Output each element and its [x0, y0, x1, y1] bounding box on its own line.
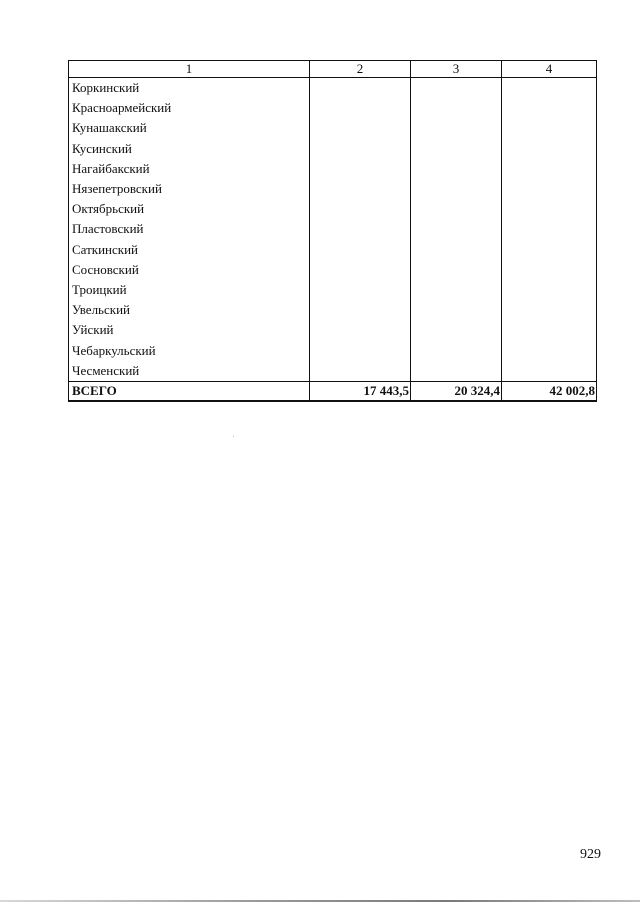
- district-name: Красноармейский: [69, 98, 310, 118]
- total-value-col2: 17 443,5: [310, 381, 411, 401]
- value-col2: [310, 300, 411, 320]
- value-col3: [411, 320, 502, 340]
- table-body: [69, 78, 597, 382]
- table-row: [69, 78, 597, 99]
- value-col2: [310, 78, 411, 99]
- table-row: [69, 340, 597, 360]
- value-col3: [411, 340, 502, 360]
- value-col2: [310, 340, 411, 360]
- value-col4: [502, 320, 597, 340]
- value-col2: [310, 219, 411, 239]
- scan-bottom-edge: [0, 900, 640, 902]
- value-col4: [502, 159, 597, 179]
- table-row: [69, 219, 597, 239]
- value-col2: [310, 240, 411, 260]
- total-label: ВСЕГО: [69, 381, 310, 401]
- table-row: [69, 118, 597, 138]
- table-row: [69, 300, 597, 320]
- total-value-col3: 20 324,4: [411, 381, 502, 401]
- district-name: Саткинский: [69, 240, 310, 260]
- value-col2: [310, 280, 411, 300]
- district-name: Уйский: [69, 320, 310, 340]
- total-row: [69, 381, 597, 401]
- value-col2: [310, 361, 411, 382]
- district-name: Сосновский: [69, 260, 310, 280]
- value-col4: [502, 240, 597, 260]
- value-col4: [502, 280, 597, 300]
- value-col4: [502, 98, 597, 118]
- value-col2: [310, 179, 411, 199]
- column-header-3: 3: [411, 61, 502, 78]
- table-row: [69, 280, 597, 300]
- district-name: Нязепетровский: [69, 179, 310, 199]
- table-footer: [69, 381, 597, 401]
- table-row: [69, 199, 597, 219]
- value-col3: [411, 219, 502, 239]
- scan-speck: [233, 436, 234, 437]
- table-header: [69, 61, 597, 78]
- column-header-2: 2: [310, 61, 411, 78]
- column-header-1: 1: [69, 61, 310, 78]
- value-col3: [411, 361, 502, 382]
- district-name: Кусинский: [69, 139, 310, 159]
- district-name: Коркинский: [69, 78, 310, 99]
- page-number: 929: [580, 847, 601, 862]
- table-row: [69, 139, 597, 159]
- value-col2: [310, 260, 411, 280]
- district-name: Чебаркульский: [69, 340, 310, 360]
- value-col2: [310, 139, 411, 159]
- table-row: [69, 361, 597, 382]
- value-col3: [411, 179, 502, 199]
- value-col4: [502, 118, 597, 138]
- total-value-col4: 42 002,8: [502, 381, 597, 401]
- district-name: Чесменский: [69, 361, 310, 382]
- value-col2: [310, 320, 411, 340]
- table-row: [69, 260, 597, 280]
- value-col3: [411, 300, 502, 320]
- value-col3: [411, 159, 502, 179]
- district-name: Пластовский: [69, 219, 310, 239]
- value-col4: [502, 78, 597, 99]
- value-col3: [411, 139, 502, 159]
- district-name: Увельский: [69, 300, 310, 320]
- value-col2: [310, 199, 411, 219]
- value-col4: [502, 199, 597, 219]
- district-name: Нагайбакский: [69, 159, 310, 179]
- value-col3: [411, 98, 502, 118]
- table-row: [69, 179, 597, 199]
- value-col3: [411, 240, 502, 260]
- value-col4: [502, 260, 597, 280]
- column-header-4: 4: [502, 61, 597, 78]
- value-col2: [310, 118, 411, 138]
- value-col4: [502, 179, 597, 199]
- value-col4: [502, 340, 597, 360]
- district-name: Троицкий: [69, 280, 310, 300]
- value-col4: [502, 219, 597, 239]
- district-name: Кунашакский: [69, 118, 310, 138]
- table-row: [69, 98, 597, 118]
- value-col4: [502, 300, 597, 320]
- value-col4: [502, 139, 597, 159]
- table-row: [69, 159, 597, 179]
- value-col4: [502, 361, 597, 382]
- district-name: Октябрьский: [69, 199, 310, 219]
- table-row: [69, 320, 597, 340]
- value-col3: [411, 199, 502, 219]
- header-row: [69, 61, 597, 78]
- value-col2: [310, 159, 411, 179]
- value-col3: [411, 280, 502, 300]
- value-col3: [411, 118, 502, 138]
- data-table: [68, 60, 597, 402]
- value-col2: [310, 98, 411, 118]
- table-row: [69, 240, 597, 260]
- value-col3: [411, 260, 502, 280]
- value-col3: [411, 78, 502, 99]
